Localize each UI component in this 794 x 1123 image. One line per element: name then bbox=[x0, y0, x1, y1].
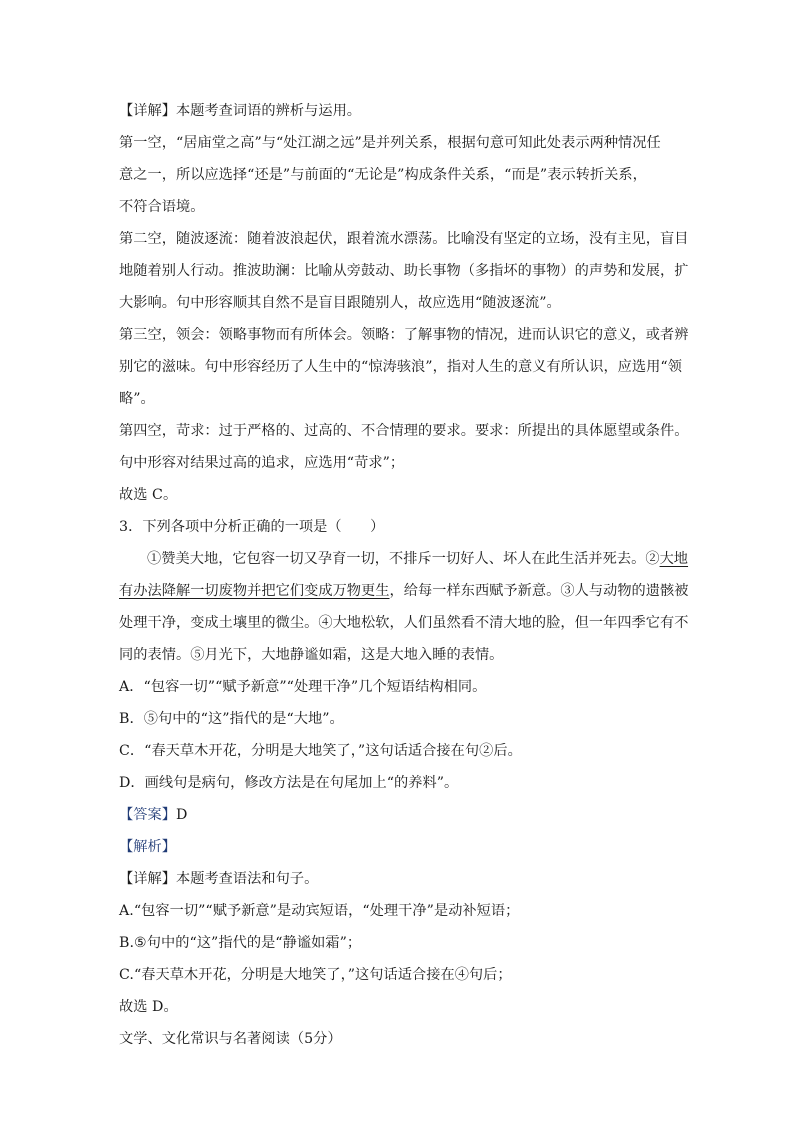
detail-b: B.⑤句中的“这”指代的是“静谧如霜”； bbox=[119, 935, 362, 951]
passage-text: ①赞美大地，它包容一切又孕育一切，不排斥一切好人、坏人在此生活并死去。② bbox=[147, 551, 660, 567]
answer-choice-d: 故选 D。 bbox=[119, 999, 178, 1015]
detail-a: A.“包容一切”“赋予新意”是动宾短语，“处理干净”是动补短语； bbox=[119, 903, 520, 919]
option-d: D．画线句是病句，修改方法是在句尾加上“的养料”。 bbox=[119, 775, 459, 791]
underlined-sentence: 有办法降解一切废物并把它们变成万物更生 bbox=[119, 583, 390, 599]
underlined-sentence: 大地 bbox=[659, 551, 689, 567]
option-a: A．“包容一切”“赋予新意”“处理干净”几个短语结构相同。 bbox=[119, 679, 487, 695]
passage-line-4: 同的表情。⑤月光下，大地静谧如霜，这是大地入睡的表情。 bbox=[119, 647, 504, 663]
blank-1-line-2: 意之一，所以应选择“还是”与前面的“无论是”构成条件关系，“而是”表示转折关系， bbox=[119, 167, 647, 183]
section-heading: 文学、文化常识与名著阅读（5分） bbox=[119, 1031, 342, 1047]
detail-heading-1: 【详解】本题考查词语的辨析与运用。 bbox=[119, 103, 362, 119]
blank-4-line-2: 句中形容对结果过高的追求，应选用“苛求”； bbox=[119, 455, 405, 471]
detail-c: C.“春天草木开花，分明是大地笑了，”这句话适合接在④句后； bbox=[119, 967, 512, 983]
option-b: B．⑤句中的“这”指代的是“大地”。 bbox=[119, 711, 344, 727]
blank-3-line-1: 第三空，领会：领略事物而有所体会。领略：了解事物的情况，进而认识它的意义，或者辨 bbox=[119, 327, 689, 343]
blank-2-line-3: 大影响。句中形容顺其自然不是盲目跟随别人，故应选用“随波逐流”。 bbox=[119, 295, 561, 311]
answer-line bbox=[119, 805, 679, 825]
blank-2-line-2: 地随着别人行动。推波助澜：比喻从旁鼓动、助长事物（多指坏的事物）的声势和发展，扩 bbox=[119, 263, 689, 279]
passage-line-1 bbox=[147, 549, 689, 569]
answer-value: D bbox=[175, 807, 188, 823]
blank-1-line-3: 不符合语境。 bbox=[119, 199, 205, 215]
option-c: C．“春天草木开花，分明是大地笑了，”这句话适合接在句②后。 bbox=[119, 743, 522, 759]
passage-line-2 bbox=[119, 581, 689, 601]
analysis-label: 【解析】 bbox=[119, 839, 176, 855]
passage-line-3: 处理干净，变成土壤里的微尘。④大地松软，人们虽然看不清大地的脸，但一年四季它有不 bbox=[119, 615, 689, 631]
blank-4-line-1: 第四空，苛求：过于严格的、过高的、不合情理的要求。要求：所提出的具体愿望或条件。 bbox=[119, 423, 689, 439]
blank-1-line-1: 第一空，“居庙堂之高”与“处江湖之远”是并列关系，根据句意可知此处表示两种情况任 bbox=[119, 135, 661, 151]
detail-heading-2: 【详解】本题考查语法和句子。 bbox=[119, 871, 319, 887]
answer-choice-c: 故选 C。 bbox=[119, 487, 178, 503]
blank-2-line-1: 第二空，随波逐流：随着波浪起伏，跟着流水漂荡。比喻没有坚定的立场，没有主见，盲目 bbox=[119, 231, 689, 247]
question-3-stem: 3．下列各项中分析正确的一项是（ ） bbox=[119, 519, 385, 535]
answer-label: 【答案】 bbox=[119, 807, 176, 823]
passage-text: ，给每一样东西赋予新意。③人与动物的遗骸被 bbox=[389, 583, 689, 599]
blank-3-line-2: 别它的滋味。句中形容经历了人生中的“惊涛骇浪”，指对人生的意义有所认识，应选用“领 bbox=[119, 359, 682, 375]
blank-3-line-3: 略”。 bbox=[119, 391, 155, 407]
